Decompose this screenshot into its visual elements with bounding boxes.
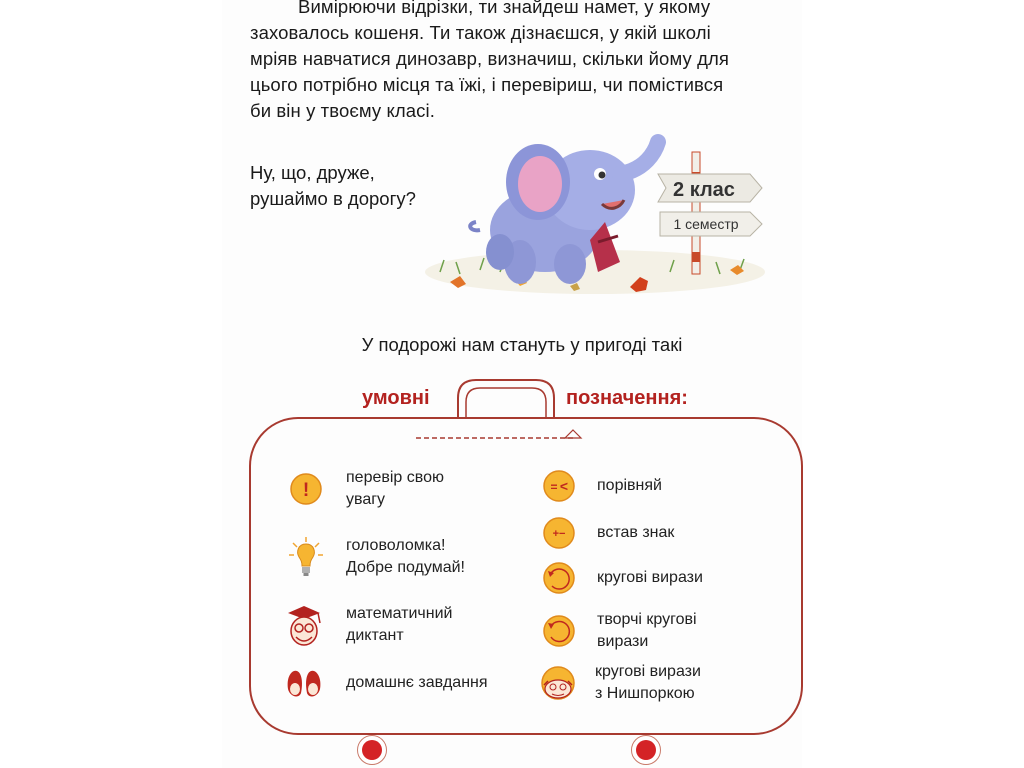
legend-label: з Нишпоркою [595,685,695,702]
legend-label: математичний [346,605,453,622]
question-line-2: рушаймо в дорогу? [250,188,416,209]
question-line-1: Ну, що, друже, [250,162,375,183]
legend-label: кругові вирази [595,663,701,680]
legend-item-nyshporka [538,661,701,705]
legend-item-dictation [284,603,452,647]
legend-label: Добре подумай! [346,559,465,576]
lightbulb-icon [288,539,324,575]
legend-item-homework [284,665,488,701]
suitcase-wheel-right [631,735,661,765]
legend-label: творчі кругові [597,611,697,628]
legend-label: увагу [346,491,386,508]
intro-line: би він у твоєму класі. [250,100,435,121]
svg-text:=: = [550,480,558,494]
legend-label: кругові вирази [597,569,703,586]
legend-label: диктант [346,627,404,644]
legend-label: вирази [597,633,649,650]
legend-label: встав знак [597,524,675,541]
legend-label: головоломка! [346,537,446,554]
signpost-grade: 2 клас [673,179,735,201]
intro-line: мріяв навчатися динозавр, визначиш, скільки йому для [250,48,729,69]
compare-icon [541,468,577,504]
elephant-illustration [420,112,770,312]
signpost-semester: 1 семестр [673,216,739,232]
legend-label: перевір свою [346,469,444,486]
legend-item-attention [288,467,444,511]
intro-line: Вимірюючи відрізки, ти знайдеш намет, у якому [298,0,711,17]
legend-item-compare [541,468,662,504]
legend-subheading: У подорожі нам стануть у пригоді такі [361,334,683,355]
exclamation-icon [288,471,324,507]
suitcase-wheel-left [357,735,387,765]
question-text [250,160,416,212]
circular-arrow-icon [541,560,577,596]
legend-label: домашнє завдання [346,674,488,691]
creative-circular-icon [541,613,577,649]
legend-label: порівняй [597,477,662,494]
legend-item-puzzle [288,535,465,579]
plus-minus-glyph: +− [552,528,566,540]
legend-item-insert-sign [541,515,674,551]
professor-icon [284,607,324,643]
slippers-icon [284,665,324,701]
legend-item-circular [541,560,703,596]
legend-title-left: умовні [362,387,430,409]
suitcase-handle [458,380,554,418]
compare-glyph: < [559,478,569,494]
legend-title-right: позначення: [566,387,688,409]
legend-item-creative-circular [541,609,697,653]
plus-minus-icon [541,515,577,551]
nyshporka-icon [538,665,578,701]
exclamation-glyph: ! [302,480,310,501]
intro-line: заховалось кошеня. Ти також дізнаєшся, у якій школі [250,22,711,43]
intro-line: цього потрібно місця та їжі, і перевіриш, чи помістився [250,74,724,95]
intro-paragraph [250,0,774,124]
